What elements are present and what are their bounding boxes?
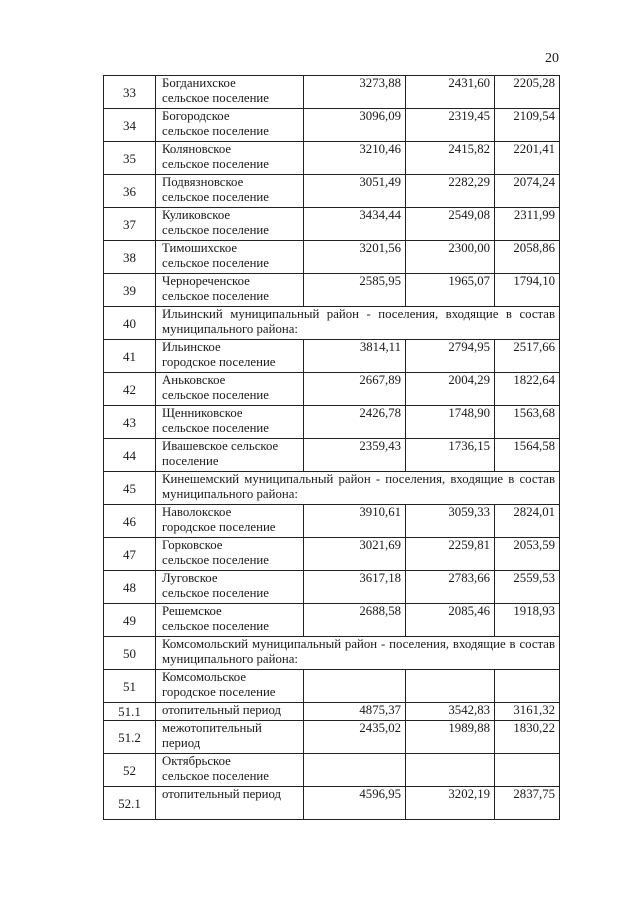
table-row — [104, 76, 560, 109]
value-cell-v3: 1830,22 — [495, 721, 560, 754]
row-number: 36 — [104, 175, 156, 208]
row-number: 45 — [104, 472, 156, 505]
settlement-name-line: отопительный период — [162, 703, 282, 717]
value-cell-v2: 2004,29 — [406, 373, 495, 406]
settlement-name-line: сельское поселение — [162, 289, 269, 303]
settlement-name-line: Решемское — [162, 604, 222, 618]
table-row — [104, 241, 560, 274]
value-cell-v3: 2058,86 — [495, 241, 560, 274]
value-cell-v2: 2549,08 — [406, 208, 495, 241]
value-cell-v1: 4596,95 — [304, 787, 406, 820]
settlement-name-line: межотопительный — [162, 721, 262, 735]
row-number: 37 — [104, 208, 156, 241]
value-cell-v1: 3201,56 — [304, 241, 406, 274]
settlement-name — [156, 373, 304, 406]
tariff-table — [103, 75, 560, 820]
row-number: 51.1 — [104, 703, 156, 721]
settlement-name-line: период — [162, 736, 201, 750]
value-cell-v1: 3021,69 — [304, 538, 406, 571]
value-cell-v2: 1736,15 — [406, 439, 495, 472]
row-number: 41 — [104, 340, 156, 373]
settlement-name-line: Тимошихское — [162, 241, 238, 255]
district-heading: Ильинский муниципальный район - поселения, входящие в состав муниципального района: — [156, 307, 560, 340]
value-cell-v1: 3096,09 — [304, 109, 406, 142]
settlement-name-line: Ивашевское сельское — [162, 439, 279, 453]
table-row — [104, 142, 560, 175]
settlement-name-line: Куликовское — [162, 208, 231, 222]
table-row — [104, 571, 560, 604]
table-row — [104, 439, 560, 472]
value-cell-v2: 3059,33 — [406, 505, 495, 538]
settlement-name-line: сельское поселение — [162, 586, 269, 600]
value-cell-v1: 3273,88 — [304, 76, 406, 109]
value-cell-v2: 2794,95 — [406, 340, 495, 373]
value-cell-v2: 2300,00 — [406, 241, 495, 274]
value-cell-v3: 2837,75 — [495, 787, 560, 820]
value-cell-v3: 2074,24 — [495, 175, 560, 208]
row-number: 39 — [104, 274, 156, 307]
value-cell-v3: 3161,32 — [495, 703, 560, 721]
settlement-name — [156, 175, 304, 208]
settlement-name-line: сельское поселение — [162, 769, 269, 783]
settlement-name-line: Коляновское — [162, 142, 232, 156]
value-cell-v2: 1965,07 — [406, 274, 495, 307]
settlement-name — [156, 274, 304, 307]
table-row — [104, 754, 560, 787]
value-cell-v1: 2426,78 — [304, 406, 406, 439]
row-number: 42 — [104, 373, 156, 406]
settlement-name-line: Ильинское — [162, 340, 221, 354]
value-cell-v3 — [495, 754, 560, 787]
value-cell-v1: 2359,43 — [304, 439, 406, 472]
value-cell-v1: 4875,37 — [304, 703, 406, 721]
value-cell-v3 — [495, 670, 560, 703]
table-row — [104, 721, 560, 754]
settlement-name-line: городское поселение — [162, 355, 276, 369]
value-cell-v2: 2783,66 — [406, 571, 495, 604]
row-number: 48 — [104, 571, 156, 604]
value-cell-v3: 1564,58 — [495, 439, 560, 472]
table-body — [104, 76, 560, 820]
value-cell-v3: 1794,10 — [495, 274, 560, 307]
value-cell-v3: 2201,41 — [495, 142, 560, 175]
settlement-name — [156, 721, 304, 754]
table-row — [104, 340, 560, 373]
settlement-name — [156, 142, 304, 175]
value-cell-v2 — [406, 754, 495, 787]
value-cell-v2: 2085,46 — [406, 604, 495, 637]
row-number: 40 — [104, 307, 156, 340]
settlement-name-line: сельское поселение — [162, 124, 269, 138]
value-cell-v2: 2282,29 — [406, 175, 495, 208]
settlement-name-line: Богородское — [162, 109, 230, 123]
settlement-name — [156, 787, 304, 820]
settlement-name-line: поселение — [162, 454, 219, 468]
row-number: 51 — [104, 670, 156, 703]
table-row — [104, 604, 560, 637]
settlement-name — [156, 703, 304, 721]
settlement-name-line: Щенниковское — [162, 406, 243, 420]
settlement-name — [156, 754, 304, 787]
table-row — [104, 670, 560, 703]
settlement-name-line: сельское поселение — [162, 256, 269, 270]
settlement-name-line: Аньковское — [162, 373, 226, 387]
settlement-name — [156, 505, 304, 538]
table-row — [104, 175, 560, 208]
value-cell-v1 — [304, 670, 406, 703]
value-cell-v2: 2319,45 — [406, 109, 495, 142]
row-number: 51.2 — [104, 721, 156, 754]
value-cell-v2: 3202,19 — [406, 787, 495, 820]
value-cell-v1: 3210,46 — [304, 142, 406, 175]
value-cell-v1: 3434,44 — [304, 208, 406, 241]
row-number: 38 — [104, 241, 156, 274]
row-number: 52 — [104, 754, 156, 787]
settlement-name — [156, 439, 304, 472]
value-cell-v1: 3910,61 — [304, 505, 406, 538]
settlement-name-line: сельское поселение — [162, 421, 269, 435]
settlement-name-line: сельское поселение — [162, 157, 269, 171]
value-cell-v3: 1563,68 — [495, 406, 560, 439]
value-cell-v1: 3051,49 — [304, 175, 406, 208]
row-number: 46 — [104, 505, 156, 538]
row-number: 52.1 — [104, 787, 156, 820]
settlement-name-line: сельское поселение — [162, 190, 269, 204]
settlement-name-line: сельское поселение — [162, 553, 269, 567]
district-heading: Комсомольский муниципальный район - поселения, входящие в состав муниципального района: — [156, 637, 560, 670]
settlement-name-line: Наволокское — [162, 505, 232, 519]
table-row — [104, 406, 560, 439]
value-cell-v2: 2415,82 — [406, 142, 495, 175]
table-row — [104, 274, 560, 307]
table-row — [104, 373, 560, 406]
settlement-name — [156, 670, 304, 703]
settlement-name — [156, 538, 304, 571]
table-row — [104, 787, 560, 820]
value-cell-v2: 1989,88 — [406, 721, 495, 754]
settlement-name — [156, 208, 304, 241]
table-row — [104, 538, 560, 571]
row-number: 35 — [104, 142, 156, 175]
row-number: 49 — [104, 604, 156, 637]
settlement-name-line: Богданихское — [162, 76, 236, 90]
settlement-name-line: отопительный период — [162, 787, 282, 801]
value-cell-v1: 2667,89 — [304, 373, 406, 406]
settlement-name — [156, 571, 304, 604]
value-cell-v1: 3814,11 — [304, 340, 406, 373]
value-cell-v1 — [304, 754, 406, 787]
table-row — [104, 109, 560, 142]
district-heading: Кинешемский муниципальный район - поселения, входящие в состав муниципального района: — [156, 472, 560, 505]
value-cell-v3: 2311,99 — [495, 208, 560, 241]
settlement-name-line: сельское поселение — [162, 91, 269, 105]
row-number: 33 — [104, 76, 156, 109]
row-number: 34 — [104, 109, 156, 142]
settlement-name — [156, 604, 304, 637]
settlement-name-line: городское поселение — [162, 520, 276, 534]
settlement-name-line: сельское поселение — [162, 619, 269, 633]
value-cell-v3: 2205,28 — [495, 76, 560, 109]
value-cell-v2: 2431,60 — [406, 76, 495, 109]
value-cell-v2: 3542,83 — [406, 703, 495, 721]
value-cell-v1: 2688,58 — [304, 604, 406, 637]
value-cell-v1: 2435,02 — [304, 721, 406, 754]
settlement-name-line: сельское поселение — [162, 223, 269, 237]
table-row — [104, 472, 560, 505]
value-cell-v3: 2559,53 — [495, 571, 560, 604]
value-cell-v2: 1748,90 — [406, 406, 495, 439]
settlement-name-line: городское поселение — [162, 685, 276, 699]
settlement-name-line: Чернореченское — [162, 274, 250, 288]
value-cell-v3: 2824,01 — [495, 505, 560, 538]
settlement-name — [156, 406, 304, 439]
table-row — [104, 505, 560, 538]
value-cell-v3: 2517,66 — [495, 340, 560, 373]
value-cell-v3: 2053,59 — [495, 538, 560, 571]
value-cell-v2: 2259,81 — [406, 538, 495, 571]
value-cell-v1: 2585,95 — [304, 274, 406, 307]
settlement-name-line: Луговское — [162, 571, 218, 585]
value-cell-v3: 2109,54 — [495, 109, 560, 142]
settlement-name-line: сельское поселение — [162, 388, 269, 402]
settlement-name-line: Подвязновское — [162, 175, 244, 189]
settlement-name-line: Октябрьское — [162, 754, 231, 768]
settlement-name-line: Комсомольское — [162, 670, 247, 684]
value-cell-v2 — [406, 670, 495, 703]
value-cell-v3: 1822,64 — [495, 373, 560, 406]
value-cell-v1: 3617,18 — [304, 571, 406, 604]
value-cell-v3: 1918,93 — [495, 604, 560, 637]
row-number: 44 — [104, 439, 156, 472]
table-row — [104, 208, 560, 241]
table-row — [104, 307, 560, 340]
settlement-name — [156, 340, 304, 373]
settlement-name-line: Горковское — [162, 538, 223, 552]
table-row — [104, 703, 560, 721]
settlement-name — [156, 76, 304, 109]
settlement-name — [156, 109, 304, 142]
table-row — [104, 637, 560, 670]
row-number: 43 — [104, 406, 156, 439]
settlement-name — [156, 241, 304, 274]
row-number: 50 — [104, 637, 156, 670]
page-number: 20 — [545, 51, 559, 66]
row-number: 47 — [104, 538, 156, 571]
